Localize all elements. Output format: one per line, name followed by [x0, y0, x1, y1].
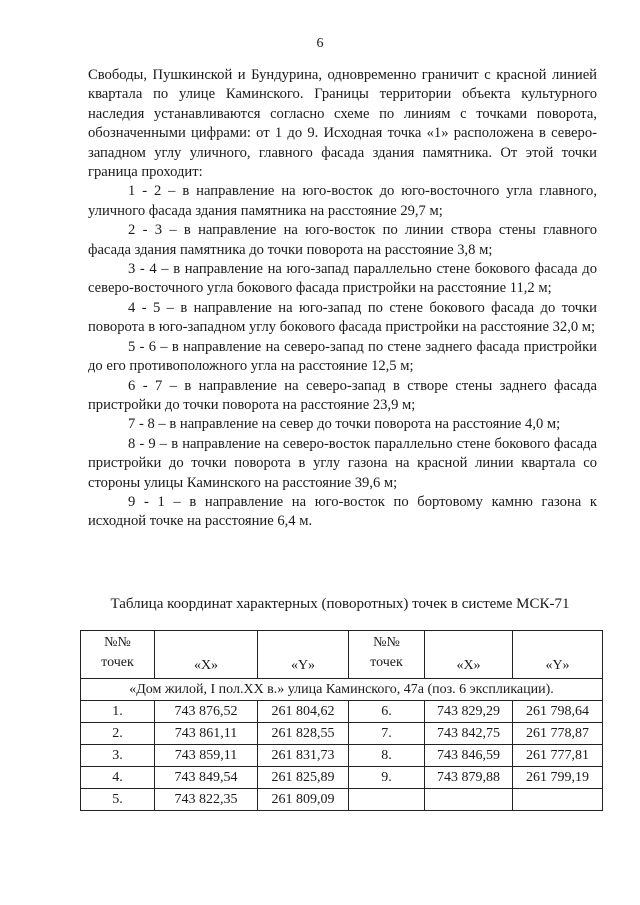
x-cell: 743 859,11 — [155, 745, 258, 767]
y-cell: 261 825,89 — [258, 767, 349, 789]
x-cell: 743 822,35 — [155, 789, 258, 811]
y-cell: 261 778,87 — [513, 723, 603, 745]
point-number-cell — [349, 789, 425, 811]
table-row — [81, 767, 603, 789]
body-text — [88, 66, 597, 532]
x-cell: 743 842,75 — [425, 723, 513, 745]
segment-2-3: 2 - 3 – в направление на юго-восток по линии створа стены главного фасада здания памятника до точки поворота на расстояние 3,8 м; — [88, 222, 597, 258]
table-row — [81, 789, 603, 811]
segment-6-7: 6 - 7 – в направление на северо-запад в створе стены заднего фасада пристройки до точки поворота на расстояние 23,9 м; — [88, 377, 597, 413]
point-number-cell: 7. — [349, 723, 425, 745]
intro-paragraph: Свободы, Пушкинской и Бундурина, одновременно граничит с красной линией квартала по улице Каминского. Границы территории объекта культурного наследия устанавливаются согласно схеме по линиям с точками поворота, обозначенными цифрами: от 1 до 9. Исходная точка «1» расположена в северо-западном углу уличного, главного фасада здания памятника. От этой точки граница проходит: — [88, 67, 597, 181]
x-cell: 743 861,11 — [155, 723, 258, 745]
segment-8-9: 8 - 9 – в направление на северо-восток параллельно стене бокового фасада пристройки до точки поворота в углу газона на красной линии квартала со стороны улицы Каминского на расстояние 39,6 м; — [88, 435, 597, 491]
y-cell: 261 799,19 — [513, 767, 603, 789]
segment-9-1: 9 - 1 – в направление на юго-восток по бортовому камню газона к исходной точке на расстояние 6,4 м. — [88, 493, 597, 530]
segment-4-5: 4 - 5 – в направление на юго-запад по стене бокового фасада до точки поворота в юго-западном углу бокового фасада пристройки на расстояние 32,0 м; — [88, 299, 597, 336]
x-cell: 743 876,52 — [155, 701, 258, 723]
y-cell: 261 809,09 — [258, 789, 349, 811]
header-point-number-2 — [349, 631, 425, 679]
y-cell: 261 777,81 — [513, 745, 603, 767]
x-cell: 743 849,54 — [155, 767, 258, 789]
y-cell: 261 828,55 — [258, 723, 349, 745]
segment-5-6: 5 - 6 – в направление на северо-запад по стене заднего фасада пристройки до его противоположного угла на расстояние 12,5 м; — [88, 338, 597, 375]
segment-1-2: 1 - 2 – в направление на юго-восток до юго-восточного угла главного, уличного фасада здания памятника на расстояние 29,7 м; — [88, 183, 597, 219]
header-x: «X» — [155, 631, 258, 679]
header-num-label: точек — [101, 655, 134, 670]
point-number-cell: 3. — [81, 745, 155, 767]
header-num-symbol: №№ — [104, 635, 131, 650]
x-cell: 743 829,29 — [425, 701, 513, 723]
point-number-cell: 2. — [81, 723, 155, 745]
x-cell — [425, 789, 513, 811]
table-header-row — [81, 631, 603, 679]
header-num-symbol-2: №№ — [373, 635, 400, 650]
y-cell — [513, 789, 603, 811]
coordinates-table — [80, 630, 603, 811]
point-number-cell: 9. — [349, 767, 425, 789]
table-row — [81, 745, 603, 767]
y-cell: 261 804,62 — [258, 701, 349, 723]
table-row — [81, 723, 603, 745]
page-number: 6 — [316, 36, 324, 51]
header-y: «Y» — [258, 631, 349, 679]
header-point-number — [81, 631, 155, 679]
object-row — [81, 679, 603, 701]
y-cell: 261 798,64 — [513, 701, 603, 723]
table-caption: Таблица координат характерных (поворотных) точек в системе МСК-71 — [110, 596, 570, 612]
header-x-2: «X» — [425, 631, 513, 679]
header-num-label-2: точек — [370, 655, 403, 670]
header-y-2: «Y» — [513, 631, 603, 679]
point-number-cell: 4. — [81, 767, 155, 789]
point-number-cell: 8. — [349, 745, 425, 767]
table-row — [81, 701, 603, 723]
segment-7-8: 7 - 8 – в направление на север до точки поворота на расстояние 4,0 м; — [128, 416, 561, 433]
segment-3-4: 3 - 4 – в направление на юго-запад параллельно стене бокового фасада до северо-восточного угла бокового фасада пристройки на расстояние 11,2 м; — [88, 261, 597, 297]
point-number-cell: 1. — [81, 701, 155, 723]
object-name-cell: «Дом жилой, I пол.XX в.» улица Каминского, 47а (поз. 6 экспликации). — [81, 679, 603, 701]
x-cell: 743 879,88 — [425, 767, 513, 789]
y-cell: 261 831,73 — [258, 745, 349, 767]
x-cell: 743 846,59 — [425, 745, 513, 767]
point-number-cell: 6. — [349, 701, 425, 723]
point-number-cell: 5. — [81, 789, 155, 811]
